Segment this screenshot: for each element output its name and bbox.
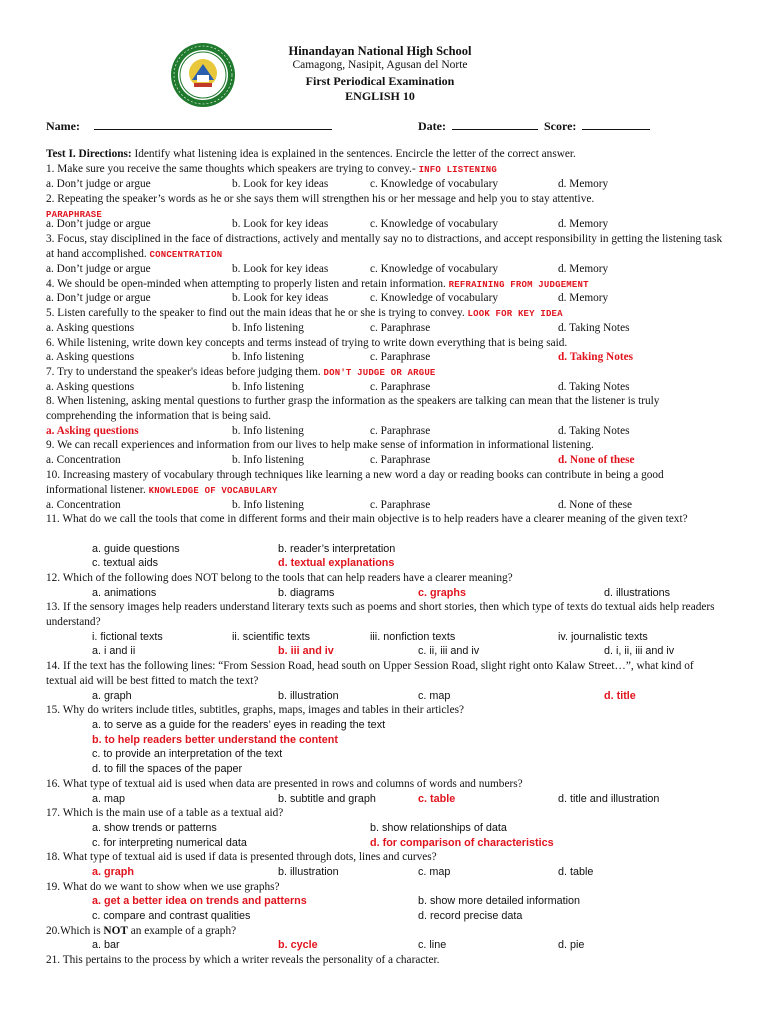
- option-a[interactable]: a. map: [92, 793, 126, 805]
- question-7: [46, 365, 726, 381]
- option-c[interactable]: c. to provide an interpretation of the text: [92, 748, 283, 760]
- options-13-items: [46, 630, 726, 645]
- option-d[interactable]: d. Memory: [558, 178, 609, 190]
- option-b-correct[interactable]: b. cycle: [278, 939, 318, 951]
- question-20-not: NOT: [103, 925, 128, 937]
- question-9: [46, 438, 726, 453]
- question-12: [46, 571, 726, 586]
- option-a[interactable]: a. Don’t judge or argue: [46, 292, 151, 304]
- question-10-text: 10. Increasing mastery of vocabulary through techniques like learning a new word a day or reading books can contribute in being a good informational listener.: [46, 469, 664, 496]
- option-a[interactable]: a. guide questions: [92, 543, 180, 555]
- question-5: [46, 306, 726, 322]
- option-a[interactable]: a. animations: [92, 587, 157, 599]
- question-14: [46, 659, 726, 688]
- options-10: [46, 498, 726, 513]
- option-b[interactable]: b. Look for key ideas: [232, 218, 329, 230]
- question-16-text: 16. What type of textual aid is used when data are presented in rows and columns of words and numbers?: [46, 778, 523, 790]
- options-17-row1: [46, 821, 726, 836]
- question-20: [46, 924, 726, 939]
- option-c[interactable]: c. Knowledge of vocabulary: [370, 218, 498, 230]
- option-c[interactable]: c. line: [418, 939, 447, 951]
- option-c[interactable]: c. textual aids: [92, 557, 159, 569]
- item-ii: ii. scientific texts: [232, 631, 310, 643]
- option-d[interactable]: d. None of these: [558, 499, 633, 511]
- options-6: [46, 350, 726, 365]
- question-16: [46, 777, 726, 792]
- answer-1: INFO LISTENING: [418, 165, 497, 175]
- option-c[interactable]: c. Knowledge of vocabulary: [370, 292, 498, 304]
- options-1: [46, 177, 726, 192]
- option-d[interactable]: d. Taking Notes: [558, 322, 630, 334]
- option-b[interactable]: b. Info listening: [232, 425, 304, 437]
- option-b[interactable]: b. Info listening: [232, 322, 304, 334]
- options-13: [46, 644, 726, 659]
- question-1: [46, 162, 726, 178]
- question-15-text: 15. Why do writers include titles, subtitles, graphs, maps, images and tables in their articles?: [46, 704, 464, 716]
- question-7-text: 7. Try to understand the speaker's ideas before judging them.: [46, 366, 321, 378]
- option-15a: [46, 718, 726, 733]
- answer-5: LOOK FOR KEY IDEA: [467, 309, 563, 319]
- option-d-correct[interactable]: d. None of these: [558, 454, 635, 466]
- question-1-text: 1. Make sure you receive the same thoughts which speakers are trying to convey.-: [46, 163, 416, 175]
- option-d[interactable]: d. record precise data: [418, 910, 523, 922]
- option-a[interactable]: a. graph: [92, 690, 132, 702]
- option-a[interactable]: a. show trends or patterns: [92, 822, 217, 834]
- options-2: [46, 217, 726, 232]
- question-18-text: 18. What type of textual aid is used if data is presented through dots, lines and curves?: [46, 851, 437, 863]
- options-16: [46, 792, 726, 807]
- options-9: [46, 453, 726, 468]
- item-i: i. fictional texts: [92, 631, 163, 643]
- options-11-row1: [46, 542, 726, 557]
- option-c[interactable]: c. ii, iii and iv: [418, 645, 480, 657]
- option-15d: [46, 762, 726, 777]
- option-c[interactable]: c. Paraphrase: [370, 322, 431, 334]
- option-b[interactable]: b. show more detailed information: [418, 895, 581, 907]
- options-19-row1: [46, 894, 726, 909]
- question-6-text: 6. While listening, write down key concepts and terms instead of trying to write down everything that is being said.: [46, 337, 568, 349]
- options-11-row2: [46, 556, 726, 571]
- option-c[interactable]: c. map: [418, 866, 451, 878]
- option-a[interactable]: a. Asking questions: [46, 381, 135, 393]
- name-blank[interactable]: [94, 118, 332, 130]
- question-2-text: 2. Repeating the speaker’s words as he or she says them will strengthen his or her message and help you to stay attentive.: [46, 193, 595, 205]
- option-d-correct[interactable]: d. for comparison of characteristics: [370, 837, 554, 849]
- option-b-correct[interactable]: b. iii and iv: [278, 645, 334, 657]
- date-blank[interactable]: [452, 118, 538, 130]
- question-19: [46, 880, 726, 895]
- option-d[interactable]: d. Memory: [558, 218, 609, 230]
- option-d-correct[interactable]: d. title: [604, 690, 636, 702]
- question-15: [46, 703, 726, 718]
- question-13: [46, 600, 726, 629]
- options-20: [46, 938, 726, 953]
- option-d[interactable]: d. title and illustration: [558, 793, 660, 805]
- option-a[interactable]: a. Don’t judge or argue: [46, 263, 151, 275]
- options-4: [46, 291, 726, 306]
- option-c[interactable]: c. for interpreting numerical data: [92, 837, 247, 849]
- question-13-text: 13. If the sensory images help readers understand literary texts such as poems and short stories, then which type of texts do textual aids help readers understand?: [46, 601, 715, 628]
- question-11: [46, 512, 726, 527]
- option-d[interactable]: d. Taking Notes: [558, 381, 630, 393]
- score-blank[interactable]: [582, 118, 650, 130]
- option-b[interactable]: b. diagrams: [278, 587, 335, 599]
- answer-7: DON'T JUDGE OR ARGUE: [323, 368, 436, 378]
- options-5: [46, 321, 726, 336]
- option-d[interactable]: d. Memory: [558, 263, 609, 275]
- name-label: Name:: [46, 119, 80, 133]
- option-d[interactable]: d. pie: [558, 939, 585, 951]
- option-a[interactable]: a. Don’t judge or argue: [46, 178, 151, 190]
- options-12: [46, 586, 726, 601]
- question-9-text: 9. We can recall experiences and information from our lives to help make sense of information in informational listening.: [46, 439, 594, 451]
- option-a[interactable]: a. bar: [92, 939, 120, 951]
- question-21-text: 21. This pertains to the process by which a writer reveals the personality of a character.: [46, 954, 440, 966]
- question-18: [46, 850, 726, 865]
- school-name: Hinandayan National High School: [288, 44, 472, 58]
- test1-directions: [46, 147, 726, 162]
- score-label: Score:: [544, 119, 577, 133]
- options-3: [46, 262, 726, 277]
- options-19-row2: [46, 909, 726, 924]
- exam-title: First Periodical Examination: [305, 74, 455, 88]
- option-b[interactable]: b. Look for key ideas: [232, 292, 329, 304]
- option-a-correct[interactable]: a. get a better idea on trends and patterns: [92, 895, 307, 907]
- subject-title: ENGLISH 10: [345, 89, 415, 103]
- question-12-text: 12. Which of the following does NOT belong to the tools that can help readers have a clearer meaning?: [46, 572, 513, 584]
- option-d[interactable]: d. table: [558, 866, 594, 878]
- option-a-correct[interactable]: a. Asking questions: [46, 425, 139, 437]
- option-d[interactable]: d. Memory: [558, 292, 609, 304]
- option-a[interactable]: a. i and ii: [92, 645, 136, 657]
- option-a[interactable]: a. Concentration: [46, 499, 121, 511]
- question-3-text: 3. Focus, stay disciplined in the face of distractions, actively and mentally say no to distractions, and accept responsibility in getting the listening task at hand accomplished.: [46, 233, 723, 260]
- test1-directions-text: Identify what listening idea is explained in the sentences. Encircle the letter of the correct answer.: [131, 148, 576, 160]
- question-20-text: 20.Which is: [46, 925, 104, 937]
- question-10: [46, 468, 726, 498]
- answer-2: PARAPHRASE: [46, 209, 103, 220]
- option-b[interactable]: b. Info listening: [232, 381, 304, 393]
- school-seal-logo: [170, 42, 236, 108]
- answer-3: CONCENTRATION: [149, 249, 223, 260]
- option-b[interactable]: b. Info listening: [232, 454, 304, 466]
- question-17: [46, 806, 726, 821]
- option-b[interactable]: b. Info listening: [232, 351, 304, 363]
- score-field[interactable]: [544, 118, 650, 134]
- option-c[interactable]: c. Knowledge of vocabulary: [370, 263, 498, 275]
- question-14-text: 14. If the text has the following lines: “From Session Road, head south on Upper Session Road, slight right onto Kalaw Street…”, what kind of textual aid will be best fitted to match the text?: [46, 660, 694, 687]
- option-c[interactable]: c. Paraphrase: [370, 351, 431, 363]
- option-a[interactable]: a. Asking questions: [46, 322, 135, 334]
- question-3: [46, 232, 726, 262]
- answer-4: REFRAINING FROM JUDGEMENT: [448, 280, 589, 290]
- option-15b: [46, 733, 726, 748]
- option-c[interactable]: c. Paraphrase: [370, 454, 431, 466]
- options-8: [46, 424, 726, 439]
- option-c[interactable]: c. compare and contrast qualities: [92, 910, 251, 922]
- option-d[interactable]: d. i, ii, iii and iv: [604, 645, 675, 657]
- option-b[interactable]: b. illustration: [278, 866, 339, 878]
- question-6: [46, 336, 726, 351]
- option-c[interactable]: c. Paraphrase: [370, 425, 431, 437]
- option-d[interactable]: d. Taking Notes: [558, 425, 630, 437]
- option-c-correct[interactable]: c. graphs: [418, 587, 467, 599]
- question-21: [46, 953, 726, 968]
- date-label: Date:: [418, 119, 446, 133]
- option-c[interactable]: c. Knowledge of vocabulary: [370, 178, 498, 190]
- option-d-correct[interactable]: d. Taking Notes: [558, 351, 634, 363]
- option-b-correct[interactable]: b. to help readers better understand the content: [92, 734, 338, 746]
- option-a[interactable]: a. Don’t judge or argue: [46, 218, 151, 230]
- option-b[interactable]: b. show relationships of data: [370, 822, 507, 834]
- option-b[interactable]: b. Info listening: [232, 499, 304, 511]
- question-20-text-end: an example of a graph?: [127, 925, 237, 937]
- option-a[interactable]: a. Asking questions: [46, 351, 135, 363]
- answer-10: KNOWLEDGE OF VOCABULARY: [148, 485, 278, 496]
- options-17-row2: [46, 836, 726, 851]
- option-c[interactable]: c. Paraphrase: [370, 499, 431, 511]
- item-iii: iii. nonfiction texts: [370, 631, 456, 643]
- option-b[interactable]: b. Look for key ideas: [232, 178, 329, 190]
- option-d-correct[interactable]: d. textual explanations: [278, 557, 395, 569]
- question-11-text: 11. What do we call the tools that come in different forms and their main objective is to help readers have a clearer meaning of the given text?: [46, 513, 688, 525]
- options-14: [46, 689, 726, 704]
- option-a[interactable]: a. to serve as a guide for the readers’ eyes in reading the text: [92, 719, 386, 731]
- question-5-text: 5. Listen carefully to the speaker to find out the main ideas that he or she is trying to convey.: [46, 307, 465, 319]
- option-b[interactable]: b. illustration: [278, 690, 339, 702]
- option-b[interactable]: b. Look for key ideas: [232, 263, 329, 275]
- option-c[interactable]: c. map: [418, 690, 451, 702]
- question-19-text: 19. What do we want to show when we use graphs?: [46, 881, 280, 893]
- item-iv: iv. journalistic texts: [558, 631, 648, 643]
- option-c[interactable]: c. Paraphrase: [370, 381, 431, 393]
- option-d[interactable]: d. to fill the spaces of the paper: [92, 763, 243, 775]
- question-8: [46, 394, 726, 423]
- option-c-correct[interactable]: c. table: [418, 793, 456, 805]
- option-a-correct[interactable]: a. graph: [92, 866, 134, 878]
- option-15c: [46, 747, 726, 762]
- options-18: [46, 865, 726, 880]
- test1-title: Test I. Directions:: [46, 148, 132, 160]
- question-17-text: 17. Which is the main use of a table as a textual aid?: [46, 807, 284, 819]
- question-8-text: 8. When listening, asking mental questions to further grasp the information as the speakers are talking can mean that the listener is truly comprehending the information that is being said.: [46, 395, 660, 422]
- option-b[interactable]: b. subtitle and graph: [278, 793, 376, 805]
- question-4-text: 4. We should be open-minded when attempting to properly listen and retain information.: [46, 278, 446, 290]
- option-d[interactable]: d. illustrations: [604, 587, 671, 599]
- name-field[interactable]: [46, 118, 332, 134]
- option-a[interactable]: a. Concentration: [46, 454, 121, 466]
- options-7: [46, 380, 726, 395]
- option-b[interactable]: b. reader’s interpretation: [278, 543, 396, 555]
- school-address: Camagong, Nasipit, Agusan del Norte: [292, 59, 468, 71]
- date-field[interactable]: [418, 118, 538, 134]
